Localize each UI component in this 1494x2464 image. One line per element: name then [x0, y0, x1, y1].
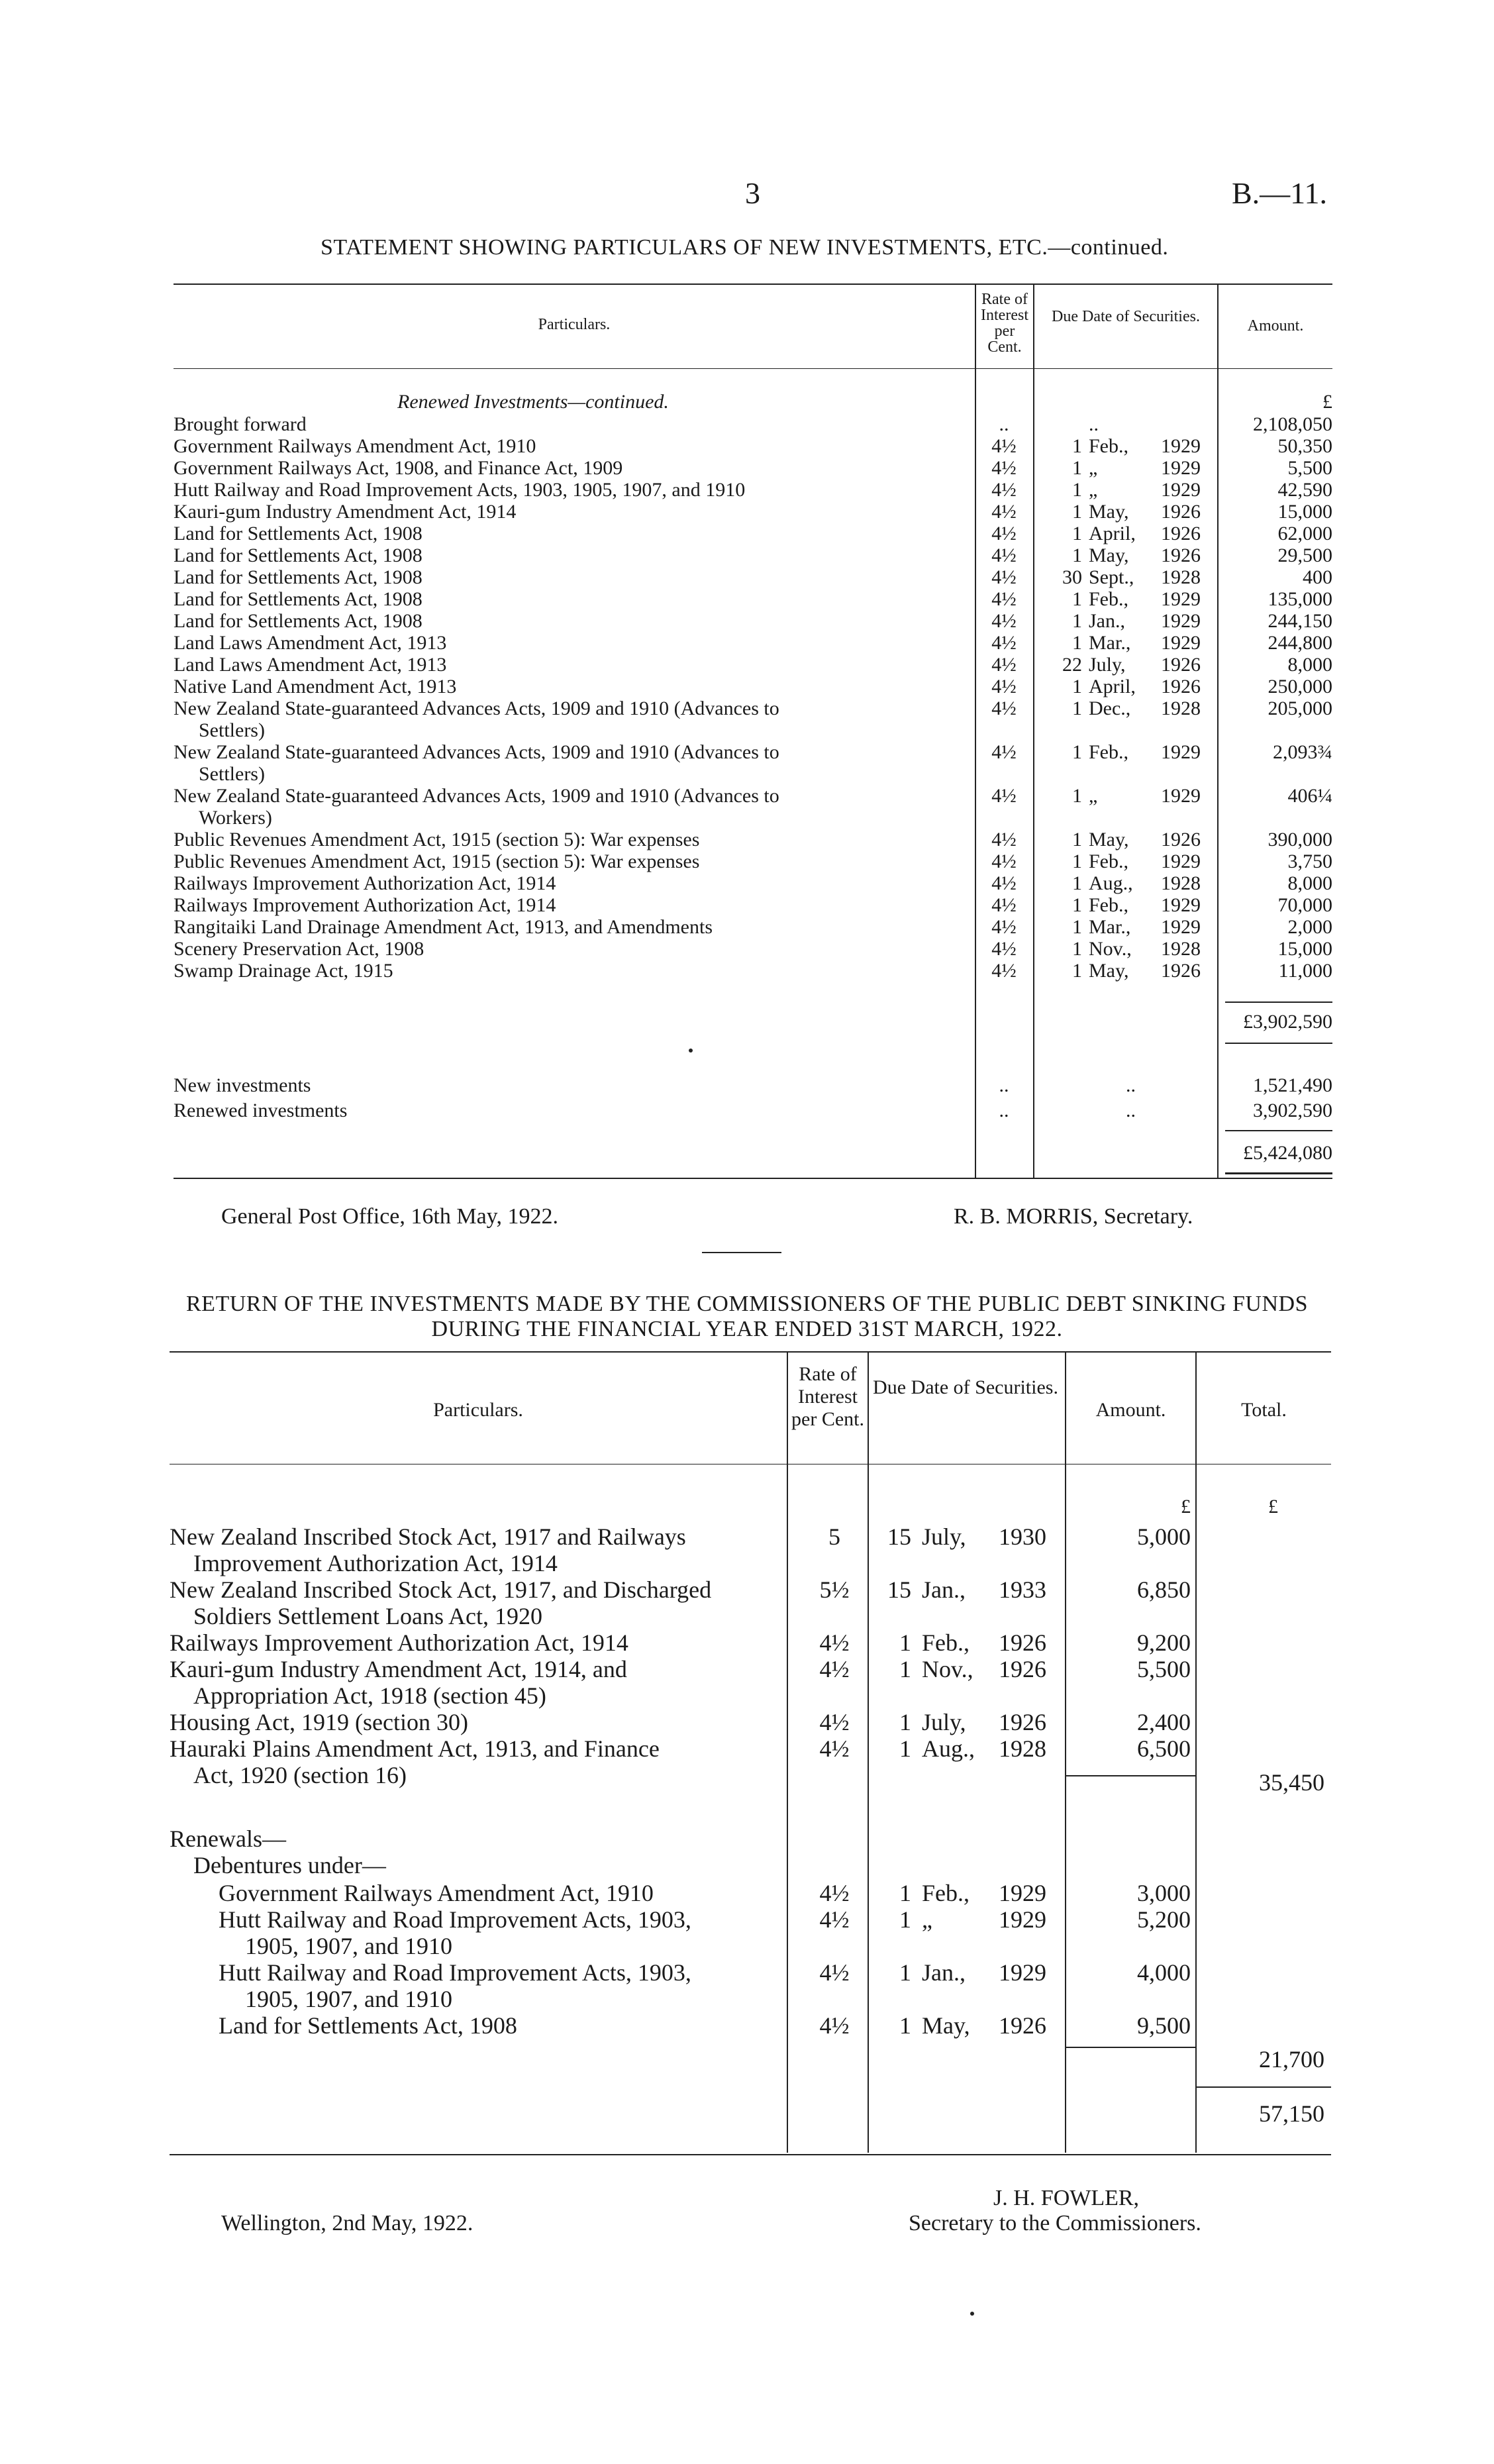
row-due-day: 1 [1072, 916, 1082, 938]
row-rate: 4½ [991, 785, 1017, 807]
row-due-year: 1926 [999, 2012, 1046, 2039]
row-particulars-cont: Settlers) [199, 763, 265, 785]
row-rate: 4½ [991, 960, 1017, 982]
row-due-month: Jan., [922, 1959, 966, 1986]
row-due-day: 1 [1072, 894, 1082, 916]
row-due-day: 1 [1072, 697, 1082, 719]
table-row [0, 654, 1494, 676]
row-rate: 4½ [819, 1880, 850, 1906]
row-due-month: July, [922, 1523, 966, 1550]
row-particulars: Kauri-gum Industry Amendment Act, 1914, and [170, 1656, 627, 1682]
row-amount: 205,000 [1268, 697, 1332, 719]
row-due-year: 1926 [999, 1656, 1046, 1682]
table-row [0, 916, 1494, 938]
table2-col-due: Due Date of Securities. [873, 1376, 1058, 1398]
row-amount: 250,000 [1268, 676, 1332, 697]
row-amount: 5,500 [1137, 1656, 1191, 1682]
row-rate: 5 [828, 1523, 840, 1550]
row-particulars: Land Laws Amendment Act, 1913 [174, 632, 447, 654]
row-amount: 5,200 [1137, 1906, 1191, 1933]
row-due-month: Nov., [922, 1656, 973, 1682]
table-row-continuation [0, 1986, 1494, 2012]
row-due-month: Feb., [922, 1880, 970, 1906]
signature1-signatory: R. B. MORRIS, Secretary. [954, 1204, 1193, 1229]
table-row [0, 501, 1494, 523]
row-rate: 4½ [991, 938, 1017, 960]
row-amount: 29,500 [1277, 544, 1332, 566]
row-particulars: Land for Settlements Act, 1908 [174, 523, 423, 544]
table-row [0, 872, 1494, 894]
row-due-month: Aug., [922, 1735, 975, 1762]
row-amount: 135,000 [1268, 588, 1332, 610]
row-due-day: 1 [899, 1880, 911, 1906]
row-due-day: 1 [1072, 501, 1082, 523]
table-row [0, 676, 1494, 697]
row-due-year: 1928 [1161, 566, 1201, 588]
row-due-month: April, [1089, 676, 1136, 697]
row-amount: 50,350 [1277, 435, 1332, 457]
row-due-day: 1 [1072, 435, 1082, 457]
row-due-month: April, [1089, 523, 1136, 544]
row-rate: 4½ [991, 457, 1017, 479]
signature1-place-date: General Post Office, 16th May, 1922. [221, 1204, 558, 1229]
row-particulars: Hutt Railway and Road Improvement Acts, 1903, [219, 1906, 691, 1933]
row-amount: 70,000 [1277, 894, 1332, 916]
row-due-month: Mar., [1089, 916, 1131, 938]
row-rate: 4½ [991, 676, 1017, 697]
row-due-year: 1929 [999, 1906, 1046, 1933]
row-due-month: Nov., [1089, 938, 1132, 960]
table-row [0, 544, 1494, 566]
row-due-year: 1926 [1161, 829, 1201, 850]
signature2-signatory: J. H. FOWLER, [993, 2186, 1140, 2210]
signature2-place-date: Wellington, 2nd May, 1922. [221, 2211, 473, 2235]
table-row [0, 479, 1494, 501]
table-row [0, 1906, 1494, 1933]
row-amount: 3,750 [1287, 850, 1332, 872]
row-rate: .. [999, 413, 1009, 435]
table-row-continuation [0, 807, 1494, 829]
table-row [0, 632, 1494, 654]
row-amount: 15,000 [1277, 938, 1332, 960]
table1-section-heading: Renewed Investments—continued. [397, 391, 669, 413]
row-particulars: Railways Improvement Authorization Act, 1914 [170, 1629, 628, 1656]
row-due-year: 1929 [1161, 741, 1201, 763]
row-due-month: Jan., [922, 1576, 966, 1603]
table-row [0, 588, 1494, 610]
row-due-day: 30 [1062, 566, 1082, 588]
row-due-year: 1929 [999, 1959, 1046, 1986]
row-particulars: Government Railways Amendment Act, 1910 [219, 1880, 654, 1906]
row-due-day: 1 [899, 1709, 911, 1735]
row-due-year: 1926 [1161, 501, 1201, 523]
row-due-year: 1928 [999, 1735, 1046, 1762]
row-due-day: 1 [899, 1656, 911, 1682]
row-due-day: 1 [1072, 610, 1082, 632]
row-particulars: Public Revenues Amendment Act, 1915 (section 5): War expenses [174, 829, 700, 850]
row-amount: 6,500 [1137, 1735, 1191, 1762]
row-particulars: Public Revenues Amendment Act, 1915 (section 5): War expenses [174, 850, 700, 872]
row-due-year: 1929 [1161, 632, 1201, 654]
row-amount: 62,000 [1277, 523, 1332, 544]
row-rate: 4½ [819, 2012, 850, 2039]
row-due-day: 1 [899, 1959, 911, 1986]
row-due-month: Feb., [1089, 588, 1128, 610]
row-due-year: 1926 [999, 1629, 1046, 1656]
row-particulars: Government Railways Act, 1908, and Finance Act, 1909 [174, 457, 623, 479]
row-rate: 4½ [819, 1959, 850, 1986]
row-due-year: 1929 [1161, 457, 1201, 479]
table-row [0, 1735, 1494, 1762]
table2-col-amount: Amount. [1095, 1399, 1166, 1421]
table-row-continuation [0, 1603, 1494, 1629]
row-due-month: Jan., [1089, 610, 1125, 632]
row-amount: 2,400 [1137, 1709, 1191, 1735]
row-rate: 4½ [991, 566, 1017, 588]
table-row-continuation [0, 1682, 1494, 1709]
table-row [0, 785, 1494, 807]
row-particulars: New Zealand Inscribed Stock Act, 1917 and Railways [170, 1523, 686, 1550]
row-particulars: Land Laws Amendment Act, 1913 [174, 654, 447, 676]
row-particulars-cont: 1905, 1907, and 1910 [245, 1933, 452, 1959]
row-rate: 4½ [991, 850, 1017, 872]
row-due-month: May, [922, 2012, 970, 2039]
table1-summary-row: New investments .. .. 1,521,490 [174, 1074, 1332, 1096]
row-amount: 9,500 [1137, 2012, 1191, 2039]
row-due-day: 1 [1072, 938, 1082, 960]
row-due-month: Feb., [1089, 435, 1128, 457]
table1-summary-row: Renewed investments .. .. 3,902,590 [174, 1100, 1332, 1121]
row-due-year: 1926 [1161, 654, 1201, 676]
row-particulars: Housing Act, 1919 (section 30) [170, 1709, 468, 1735]
row-due-year: 1929 [1161, 610, 1201, 632]
table-row-continuation [0, 719, 1494, 741]
row-particulars: Kauri-gum Industry Amendment Act, 1914 [174, 501, 517, 523]
table-row [0, 610, 1494, 632]
row-rate: 4½ [991, 523, 1017, 544]
row-due-day: 1 [899, 2012, 911, 2039]
row-due-year: 1926 [1161, 544, 1201, 566]
table2-grand-total: 57,150 [1259, 2100, 1324, 2127]
row-due-month: July, [1089, 654, 1126, 676]
row-amount: 42,590 [1277, 479, 1332, 501]
row-particulars: Land for Settlements Act, 1908 [174, 610, 423, 632]
table2-debentures-heading: Debentures under— [193, 1852, 386, 1878]
row-due-year: 1929 [1161, 894, 1201, 916]
divider [702, 1252, 781, 1253]
row-particulars-cont: Act, 1920 (section 16) [193, 1762, 407, 1788]
row-due-day: 1 [1072, 676, 1082, 697]
table2-currency-total: £ [1268, 1496, 1278, 1517]
row-due-day: 1 [1072, 479, 1082, 501]
table2-new-total: 35,450 [1259, 1769, 1324, 1796]
row-due-month: „ [1089, 479, 1098, 501]
row-amount: 6,850 [1137, 1576, 1191, 1603]
row-due-day: 1 [1072, 872, 1082, 894]
row-particulars: Railways Improvement Authorization Act, 1914 [174, 894, 556, 916]
row-due-day: 1 [1072, 544, 1082, 566]
row-rate: 4½ [991, 872, 1017, 894]
row-rate: 4½ [991, 501, 1017, 523]
row-due-month: May, [1089, 501, 1129, 523]
row-particulars: Rangitaiki Land Drainage Amendment Act, 1913, and Amendments [174, 916, 713, 938]
row-amount: 5,500 [1287, 457, 1332, 479]
row-rate: 4½ [991, 741, 1017, 763]
table2-renewals-heading: Renewals— [170, 1825, 286, 1852]
table-row [0, 894, 1494, 916]
table-row [0, 1656, 1494, 1682]
table-row [0, 741, 1494, 763]
row-rate: 4½ [991, 894, 1017, 916]
row-due-month: Feb., [1089, 741, 1128, 763]
row-due-month: July, [922, 1709, 966, 1735]
row-particulars-cont: Workers) [199, 807, 272, 829]
row-due-day: 1 [1072, 588, 1082, 610]
row-rate: 4½ [991, 610, 1017, 632]
row-due-year: 1926 [999, 1709, 1046, 1735]
row-due-day: 15 [887, 1576, 911, 1603]
table-row [0, 435, 1494, 457]
row-amount: 400 [1303, 566, 1332, 588]
row-amount: 244,150 [1268, 610, 1332, 632]
row-rate: 4½ [819, 1709, 850, 1735]
row-due-day: 1 [899, 1906, 911, 1933]
row-due-month: May, [1089, 544, 1129, 566]
table2-col-total: Total. [1241, 1399, 1287, 1421]
row-particulars-cont: Settlers) [199, 719, 265, 741]
row-rate: 5½ [819, 1576, 850, 1603]
page-mark [970, 2312, 974, 2316]
row-particulars-cont: 1905, 1907, and 1910 [245, 1986, 452, 2012]
row-particulars: Hauraki Plains Amendment Act, 1913, and Finance [170, 1735, 660, 1762]
table-row [0, 938, 1494, 960]
row-particulars: Land for Settlements Act, 1908 [174, 544, 423, 566]
row-amount: 390,000 [1268, 829, 1332, 850]
row-rate: 4½ [991, 829, 1017, 850]
row-due-month: Feb., [922, 1629, 970, 1656]
row-rate: 4½ [991, 479, 1017, 501]
table1-col-amount: Amount. [1247, 317, 1304, 334]
row-due-month: „ [922, 1906, 932, 1933]
row-rate: 4½ [991, 632, 1017, 654]
row-due-day: 1 [1072, 741, 1082, 763]
row-particulars: Land for Settlements Act, 1908 [174, 566, 423, 588]
table-row [0, 2012, 1494, 2039]
row-rate: 4½ [819, 1656, 850, 1682]
row-particulars: New Zealand Inscribed Stock Act, 1917, and Discharged [170, 1576, 712, 1603]
row-due-month: Feb., [1089, 850, 1128, 872]
row-due-day: 1 [1072, 785, 1082, 807]
signature2-signatory-title: Secretary to the Commissioners. [909, 2211, 1201, 2235]
row-particulars-cont: Soldiers Settlement Loans Act, 1920 [193, 1603, 542, 1629]
table-row [0, 697, 1494, 719]
table2-title-line1: RETURN OF THE INVESTMENTS MADE BY THE COMMISSIONERS OF THE PUBLIC DEBT SINKING FUNDS [186, 1292, 1308, 1316]
row-due-year: 1926 [1161, 676, 1201, 697]
table-row [0, 1523, 1494, 1550]
row-due-year: 1928 [1161, 938, 1201, 960]
row-due-year: 1926 [1161, 960, 1201, 982]
row-particulars: New Zealand State-guaranteed Advances Acts, 1909 and 1910 (Advances to [174, 741, 779, 763]
row-due-month: Aug., [1089, 872, 1133, 894]
row-due-month: Mar., [1089, 632, 1131, 654]
row-amount: 3,000 [1137, 1880, 1191, 1906]
table-row-continuation [0, 763, 1494, 785]
row-amount: 11,000 [1278, 960, 1332, 982]
row-due-year: 1933 [999, 1576, 1046, 1603]
row-due-day: 22 [1062, 654, 1082, 676]
table-row [0, 523, 1494, 544]
table-row [0, 1880, 1494, 1906]
table-row [0, 413, 1494, 435]
table-row [0, 566, 1494, 588]
row-particulars-cont: Improvement Authorization Act, 1914 [193, 1550, 558, 1576]
row-amount: 9,200 [1137, 1629, 1191, 1656]
row-amount: 2,108,050 [1253, 413, 1332, 435]
row-rate: 4½ [991, 588, 1017, 610]
table-row [0, 1709, 1494, 1735]
table1-title: STATEMENT SHOWING PARTICULARS OF NEW INVESTMENTS, ETC.—continued. [321, 235, 1169, 260]
row-amount: 8,000 [1287, 872, 1332, 894]
document-code: B.—11. [1232, 176, 1327, 210]
row-amount: 244,800 [1268, 632, 1332, 654]
row-rate: 4½ [819, 1906, 850, 1933]
row-due-month: .. [1089, 413, 1099, 435]
row-rate: 4½ [819, 1735, 850, 1762]
row-due-year: 1929 [1161, 479, 1201, 501]
table-row [0, 457, 1494, 479]
row-due-month: Dec., [1089, 697, 1131, 719]
row-particulars: Swamp Drainage Act, 1915 [174, 960, 393, 982]
table1-col-particulars: Particulars. [538, 316, 611, 333]
row-due-day: 1 [1072, 850, 1082, 872]
row-amount: 4,000 [1137, 1959, 1191, 1986]
row-due-month: May, [1089, 960, 1129, 982]
row-particulars: Hutt Railway and Road Improvement Acts, 1903, [219, 1959, 691, 1986]
row-particulars: Hutt Railway and Road Improvement Acts, 1903, 1905, 1907, and 1910 [174, 479, 746, 501]
row-due-day: 1 [1072, 829, 1082, 850]
page-number: 3 [745, 176, 760, 210]
row-due-year: 1929 [1161, 588, 1201, 610]
row-rate: 4½ [991, 654, 1017, 676]
row-particulars: Land for Settlements Act, 1908 [174, 588, 423, 610]
table2-col-rate: Rate of Interest per Cent. [791, 1363, 864, 1430]
row-due-day: 15 [887, 1523, 911, 1550]
row-particulars: New Zealand State-guaranteed Advances Acts, 1909 and 1910 (Advances to [174, 697, 779, 719]
row-particulars: Native Land Amendment Act, 1913 [174, 676, 457, 697]
row-due-year: 1929 [1161, 435, 1201, 457]
row-due-day: 1 [1072, 523, 1082, 544]
row-due-year: 1928 [1161, 697, 1201, 719]
row-due-month: „ [1089, 785, 1098, 807]
row-due-month: May, [1089, 829, 1129, 850]
row-rate: 4½ [991, 697, 1017, 719]
row-due-year: 1926 [1161, 523, 1201, 544]
table2-currency-amount: £ [1181, 1496, 1191, 1517]
table1-currency: £ [1322, 391, 1332, 413]
row-due-month: Feb., [1089, 894, 1128, 916]
row-particulars: New Zealand State-guaranteed Advances Acts, 1909 and 1910 (Advances to [174, 785, 779, 807]
row-due-day: 1 [899, 1735, 911, 1762]
row-due-day: 1 [1072, 457, 1082, 479]
row-due-day: 1 [1072, 632, 1082, 654]
table1-col-due: Due Date of Securities. [1052, 308, 1200, 325]
row-due-day: 1 [899, 1629, 911, 1656]
row-rate: 4½ [991, 435, 1017, 457]
row-particulars-cont: Appropriation Act, 1918 (section 45) [193, 1682, 546, 1709]
table-row [0, 1576, 1494, 1603]
row-amount: 5,000 [1137, 1523, 1191, 1550]
table-row [0, 829, 1494, 850]
table-row-continuation [0, 1933, 1494, 1959]
table2-title-line2: DURING THE FINANCIAL YEAR ENDED 31ST MARCH, 1922. [431, 1317, 1063, 1341]
table1-grand-total: £5,424,080 [1243, 1142, 1332, 1164]
row-amount: 2,000 [1287, 916, 1332, 938]
table-row [0, 960, 1494, 982]
table-row-continuation [0, 1550, 1494, 1576]
row-amount: 8,000 [1287, 654, 1332, 676]
row-due-year: 1928 [1161, 872, 1201, 894]
row-particulars: Land for Settlements Act, 1908 [219, 2012, 517, 2039]
row-due-year: 1930 [999, 1523, 1046, 1550]
row-due-year: 1929 [999, 1880, 1046, 1906]
table1-col-rate: Rate of Interest per Cent. [981, 291, 1028, 356]
table-row [0, 1959, 1494, 1986]
row-particulars: Government Railways Amendment Act, 1910 [174, 435, 536, 457]
row-due-year: 1929 [1161, 916, 1201, 938]
row-amount: 15,000 [1277, 501, 1332, 523]
row-due-month: „ [1089, 457, 1098, 479]
row-rate: 4½ [991, 544, 1017, 566]
row-due-month: Sept., [1089, 566, 1134, 588]
row-due-year: 1929 [1161, 785, 1201, 807]
row-particulars: Brought forward [174, 413, 307, 435]
table2-col-particulars: Particulars. [433, 1399, 523, 1421]
row-rate: 4½ [991, 916, 1017, 938]
row-due-day: 1 [1072, 960, 1082, 982]
row-due-year: 1929 [1161, 850, 1201, 872]
table1-subtotal: £3,902,590 [1243, 1011, 1332, 1033]
row-amount: 2,093¾ [1273, 741, 1332, 763]
table-row [0, 850, 1494, 872]
row-rate: 4½ [819, 1629, 850, 1656]
row-amount: 406¼ [1287, 785, 1332, 807]
row-particulars: Scenery Preservation Act, 1908 [174, 938, 424, 960]
table-row [0, 1629, 1494, 1656]
table2-renewals-total: 21,700 [1259, 2046, 1324, 2073]
row-particulars: Railways Improvement Authorization Act, 1914 [174, 872, 556, 894]
